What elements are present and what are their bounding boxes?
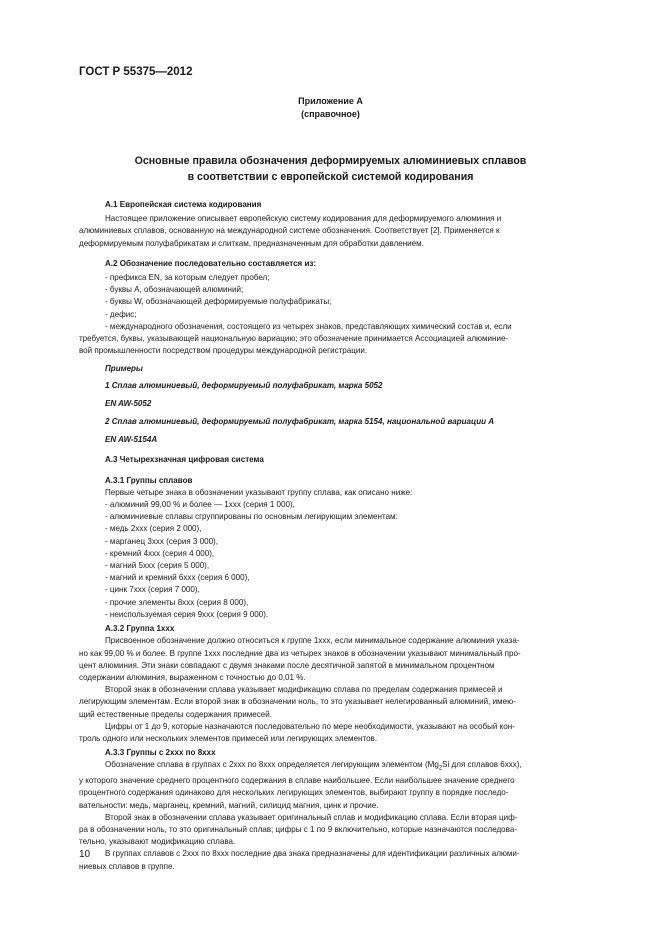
text-span: Обозначение сплава в группах с 2ххх по 8ххх определяется легирующим элементом (Mg: [105, 760, 439, 770]
title-line-2: в соответствии с европейской системой кодирования: [187, 171, 474, 183]
text-span: Si для сплавов 6ххх),: [442, 760, 522, 770]
list-item: - международного обозначения, состоящего из четырех знаков, представляющих химический состав и, если: [105, 321, 512, 331]
list-item: - буквы W, обозначающей деформируемые полуфабрикаты;: [105, 297, 332, 307]
example-1: 1 Сплав алюминиевый, деформируемый полуфабрикат, марка 5052: [105, 380, 383, 390]
list-item: - медь 2ххх (серия 2 000),: [105, 524, 202, 534]
paragraph-line: В группах сплавов с 2ххх по 8ххх последние два знака предназначены для идентификации различных алюми-: [105, 849, 520, 859]
section-a1-heading: А.1 Европейская система кодирования: [105, 200, 262, 209]
section-a31-intro: Первые четыре знака в обозначении указывают группу сплава, как описано ниже:: [105, 487, 413, 497]
list-item: - цинк 7ххх (серия 7 000),: [105, 585, 200, 595]
list-item: - неиспользуемая серия 9ххх (серия 9 000).: [105, 609, 269, 619]
paragraph-line: вательности: медь, марганец, кремний, магний, силицид магния, цинк и прочие.: [79, 800, 379, 810]
list-item: - префикса EN, за которым следует пробел;: [105, 273, 270, 283]
section-a3-heading: А.3 Четырехзначная цифровая система: [105, 455, 264, 465]
paragraph-line: содержании алюминия, выраженном с точностью до 0,01 %.: [79, 672, 306, 682]
example-2: 2 Сплав алюминиевый, деформируемый полуфабрикат, марка 5154, национальной вариации А: [105, 417, 495, 427]
paragraph-line: цент алюминия. Эти знаки совпадают с двумя знаками после десятичной запятой в минимальном процентном: [79, 660, 495, 670]
paragraph-line: у которого значение среднего процентного содержания в сплаве наибольшее. Если наибольшее значение среднего: [79, 776, 515, 786]
paragraph-line: щий естественные пределы содержания примесей.: [79, 709, 272, 719]
list-item: - кремний 4ххх (серия 4 000),: [105, 548, 215, 558]
title-line-1: Основные правила обозначения деформируемых алюминиевых сплавов: [134, 155, 527, 167]
paragraph-line: [105, 759, 613, 775]
subscript: 2: [438, 765, 443, 772]
list-item: - магний и кремний 6ххх (серия 6 000),: [105, 573, 250, 583]
example-2-code: EN AW-5154A: [105, 435, 158, 445]
section-a31-heading: А.3.1 Группы сплавов: [105, 475, 193, 485]
list-item-continued: требуется, буквы, указывающей национальную вариацию; это обозначение принимается Ассоциацией алюминие-: [79, 334, 509, 344]
list-item: - алюминиевые сплавы сгруппированы по основным легирующим элементам:: [105, 512, 398, 522]
paragraph-line: Присвоенное обозначение должно относиться к группе 1ххх, если минимальное содержание алюминия указа-: [105, 636, 520, 646]
paragraph-line: Цифры от 1 до 9, которые назначаются последовательно по мере необходимости, указывают на особый кон-: [105, 721, 515, 731]
list-item: - магний 5ххх (серия 5 000),: [105, 561, 210, 571]
appendix-label: Приложение А: [298, 96, 363, 106]
list-item: - прочие элементы 8ххх (серия 8 000),: [105, 597, 249, 607]
standard-number: ГОСТ Р 55375—2012: [79, 66, 193, 78]
appendix-heading: [0, 95, 661, 121]
section-a32-heading: А.3.2 Группа 1ххх: [105, 624, 175, 634]
paragraph-line: ниевых сплавов в группе.: [79, 861, 175, 871]
section-a1-line: Настоящее приложение описывает европейскую систему кодирования для деформируемого алюминия и: [105, 214, 502, 224]
section-a2-heading: А.2 Обозначение последовательно составляется из:: [105, 258, 317, 268]
section-a1-line: деформируемым полуфабрикатам и слиткам, предназначенным для обработки давлением.: [79, 238, 424, 248]
paragraph-line: Второй знак в обозначении сплава указывает оригинальный сплав и модификацию сплава. Если вторая циф-: [105, 812, 518, 822]
page-number: 10: [79, 849, 91, 860]
paragraph-line: троль одного или нескольких элементов примесей или легирующих элементов.: [79, 733, 378, 743]
list-item: - марганец 3ххх (серия 3 000),: [105, 536, 218, 546]
paragraph-line: процентного содержания одинаково для нескольких легирующих элементов, выбирают группу в порядке последо-: [79, 788, 509, 798]
paragraph-line: легирующим элементам. Если второй знак в обозначении ноль, то это указывает нелегированный алюминий, имею-: [79, 697, 516, 707]
list-item-continued: вой промышленности посредством процедуры международной регистрации.: [79, 346, 368, 356]
section-a1-line: алюминиевых сплавов, основанную на международной системе обозначения. Соответствует [2]. Применяется к: [79, 226, 500, 236]
page-title: [0, 153, 661, 185]
paragraph-line: но как 99,00 % и более. В группе 1ххх последние два из четырех знаков в обозначении указывают минимальный про-: [79, 648, 521, 658]
examples-heading: Примеры: [105, 364, 143, 374]
paragraph-line: Второй знак в обозначении сплава указывает модификацию сплава по пределам содержания примесей и: [105, 685, 503, 695]
list-item: - дефис;: [105, 309, 137, 319]
list-item: - буквы А, обозначающей алюминий;: [105, 285, 244, 295]
paragraph-line: тельно, указывают модификацию сплава.: [79, 837, 236, 847]
document-body: [79, 197, 613, 873]
paragraph-line: ра в обозначении ноль, то это оригинальный сплав; цифры с 1 по 9 включительно, которые назначаются последова-: [79, 824, 518, 834]
list-item: - алюминий 99,00 % и более — 1ххх (серия 1 000),: [105, 500, 295, 510]
example-1-code: EN AW-5052: [105, 398, 152, 408]
section-a33-heading: А.3.3 Группы с 2ххх по 8ххх: [105, 748, 216, 758]
appendix-note: (справочное): [301, 109, 360, 119]
